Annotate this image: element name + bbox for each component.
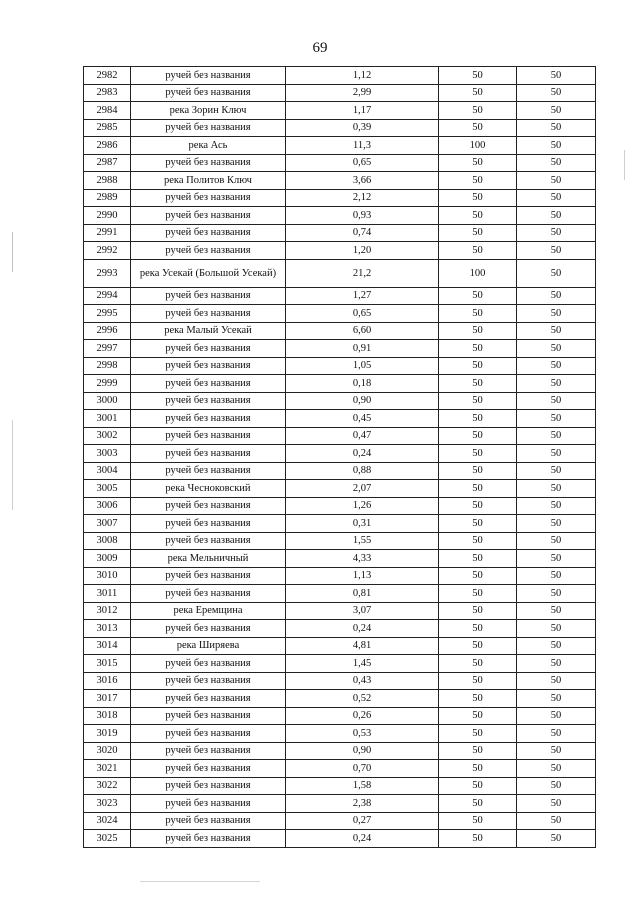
table-row [84,224,596,242]
protection-zone-width-cell: 50 [439,84,517,102]
row-number-cell: 3022 [84,777,131,795]
protection-zone-width-cell: 50 [439,812,517,830]
table-row [84,172,596,190]
row-number-cell: 3005 [84,480,131,498]
protection-zone-width-cell: 50 [439,637,517,655]
table-row [84,602,596,620]
row-number-cell: 3003 [84,445,131,463]
row-number-cell: 2998 [84,357,131,375]
protection-zone-width-cell: 50 [439,690,517,708]
protection-zone-width-cell: 50 [439,189,517,207]
protection-zone-width-cell: 50 [439,462,517,480]
protection-zone-width-cell: 50 [439,427,517,445]
row-number-cell: 3017 [84,690,131,708]
length-km-cell: 0,24 [286,445,439,463]
coastal-belt-width-cell: 50 [517,357,596,375]
coastal-belt-width-cell: 50 [517,760,596,778]
length-km-cell: 0,39 [286,119,439,137]
protection-zone-width-cell: 50 [439,742,517,760]
water-body-name-cell: ручей без названия [131,567,286,585]
row-number-cell: 2987 [84,154,131,172]
table-row [84,480,596,498]
length-km-cell: 2,99 [286,84,439,102]
coastal-belt-width-cell: 50 [517,375,596,393]
protection-zone-width-cell: 50 [439,305,517,323]
table-row [84,497,596,515]
table-row [84,550,596,568]
table-row [84,340,596,358]
water-body-name-cell: река Мельничный [131,550,286,568]
length-km-cell: 3,66 [286,172,439,190]
row-number-cell: 2986 [84,137,131,155]
water-body-name-cell: ручей без названия [131,462,286,480]
table-row [84,84,596,102]
protection-zone-width-cell: 50 [439,392,517,410]
coastal-belt-width-cell: 50 [517,207,596,225]
table-row [84,760,596,778]
coastal-belt-width-cell: 50 [517,392,596,410]
water-body-name-cell: ручей без названия [131,795,286,813]
protection-zone-width-cell: 50 [439,567,517,585]
protection-zone-width-cell: 50 [439,322,517,340]
length-km-cell: 3,07 [286,602,439,620]
length-km-cell: 0,70 [286,760,439,778]
water-body-name-cell: ручей без названия [131,224,286,242]
coastal-belt-width-cell: 50 [517,777,596,795]
protection-zone-width-cell: 50 [439,655,517,673]
row-number-cell: 3009 [84,550,131,568]
length-km-cell: 0,90 [286,392,439,410]
length-km-cell: 0,24 [286,830,439,848]
scan-artifact-bottom [140,881,260,882]
length-km-cell: 0,18 [286,375,439,393]
water-body-name-cell: река Чесноковский [131,480,286,498]
coastal-belt-width-cell: 50 [517,830,596,848]
length-km-cell: 0,43 [286,672,439,690]
protection-zone-width-cell: 50 [439,357,517,375]
coastal-belt-width-cell: 50 [517,119,596,137]
row-number-cell: 3019 [84,725,131,743]
length-km-cell: 0,26 [286,707,439,725]
length-km-cell: 0,91 [286,340,439,358]
row-number-cell: 2990 [84,207,131,225]
coastal-belt-width-cell: 50 [517,795,596,813]
row-number-cell: 3008 [84,532,131,550]
length-km-cell: 0,24 [286,620,439,638]
protection-zone-width-cell: 50 [439,497,517,515]
protection-zone-width-cell: 50 [439,760,517,778]
length-km-cell: 0,65 [286,305,439,323]
length-km-cell: 1,05 [286,357,439,375]
water-body-name-cell: ручей без названия [131,742,286,760]
row-number-cell: 2984 [84,102,131,120]
water-body-name-cell: река Ширяева [131,637,286,655]
protection-zone-width-cell: 50 [439,777,517,795]
table-row [84,585,596,603]
water-body-name-cell: ручей без названия [131,67,286,85]
coastal-belt-width-cell: 50 [517,102,596,120]
protection-zone-width-cell: 50 [439,224,517,242]
row-number-cell: 3023 [84,795,131,813]
table-row [84,322,596,340]
table-row [84,259,596,287]
coastal-belt-width-cell: 50 [517,707,596,725]
table-row [84,287,596,305]
water-body-name-cell: ручей без названия [131,427,286,445]
water-bodies-table [83,66,596,848]
length-km-cell: 6,60 [286,322,439,340]
coastal-belt-width-cell: 50 [517,602,596,620]
coastal-belt-width-cell: 50 [517,812,596,830]
row-number-cell: 2985 [84,119,131,137]
coastal-belt-width-cell: 50 [517,340,596,358]
protection-zone-width-cell: 50 [439,67,517,85]
table-row [84,189,596,207]
row-number-cell: 3012 [84,602,131,620]
row-number-cell: 3015 [84,655,131,673]
row-number-cell: 3011 [84,585,131,603]
coastal-belt-width-cell: 50 [517,742,596,760]
water-body-name-cell: ручей без названия [131,532,286,550]
length-km-cell: 1,20 [286,242,439,260]
water-body-name-cell: ручей без названия [131,242,286,260]
protection-zone-width-cell: 100 [439,259,517,287]
protection-zone-width-cell: 50 [439,102,517,120]
table-row [84,742,596,760]
protection-zone-width-cell: 50 [439,480,517,498]
protection-zone-width-cell: 50 [439,375,517,393]
table-row [84,462,596,480]
row-number-cell: 2997 [84,340,131,358]
water-body-name-cell: ручей без названия [131,340,286,358]
protection-zone-width-cell: 50 [439,154,517,172]
length-km-cell: 0,81 [286,585,439,603]
row-number-cell: 3000 [84,392,131,410]
table-row [84,567,596,585]
row-number-cell: 3018 [84,707,131,725]
protection-zone-width-cell: 100 [439,137,517,155]
protection-zone-width-cell: 50 [439,602,517,620]
coastal-belt-width-cell: 50 [517,259,596,287]
water-body-name-cell: река Малый Усекай [131,322,286,340]
water-body-name-cell: ручей без названия [131,760,286,778]
row-number-cell: 3001 [84,410,131,428]
water-body-name-cell: ручей без названия [131,655,286,673]
row-number-cell: 2996 [84,322,131,340]
protection-zone-width-cell: 50 [439,672,517,690]
row-number-cell: 3002 [84,427,131,445]
table-row [84,515,596,533]
coastal-belt-width-cell: 50 [517,445,596,463]
protection-zone-width-cell: 50 [439,207,517,225]
protection-zone-width-cell: 50 [439,620,517,638]
coastal-belt-width-cell: 50 [517,550,596,568]
row-number-cell: 2991 [84,224,131,242]
protection-zone-width-cell: 50 [439,532,517,550]
protection-zone-width-cell: 50 [439,550,517,568]
table-row [84,154,596,172]
water-body-name-cell: ручей без названия [131,777,286,795]
length-km-cell: 1,27 [286,287,439,305]
table-row [84,392,596,410]
table-row [84,812,596,830]
protection-zone-width-cell: 50 [439,795,517,813]
table-row [84,620,596,638]
water-body-name-cell: ручей без названия [131,585,286,603]
length-km-cell: 0,27 [286,812,439,830]
row-number-cell: 2988 [84,172,131,190]
protection-zone-width-cell: 50 [439,725,517,743]
length-km-cell: 0,88 [286,462,439,480]
row-number-cell: 3024 [84,812,131,830]
length-km-cell: 0,93 [286,207,439,225]
water-body-name-cell: ручей без названия [131,830,286,848]
row-number-cell: 3021 [84,760,131,778]
protection-zone-width-cell: 50 [439,242,517,260]
coastal-belt-width-cell: 50 [517,637,596,655]
row-number-cell: 2989 [84,189,131,207]
water-body-name-cell: ручей без названия [131,445,286,463]
coastal-belt-width-cell: 50 [517,532,596,550]
coastal-belt-width-cell: 50 [517,172,596,190]
coastal-belt-width-cell: 50 [517,462,596,480]
coastal-belt-width-cell: 50 [517,620,596,638]
coastal-belt-width-cell: 50 [517,567,596,585]
table-row [84,725,596,743]
table-row [84,445,596,463]
scan-artifact-left [12,232,13,272]
table-row [84,67,596,85]
table-row [84,207,596,225]
table-row [84,137,596,155]
row-number-cell: 3016 [84,672,131,690]
water-body-name-cell: ручей без названия [131,305,286,323]
length-km-cell: 21,2 [286,259,439,287]
coastal-belt-width-cell: 50 [517,672,596,690]
coastal-belt-width-cell: 50 [517,585,596,603]
row-number-cell: 3007 [84,515,131,533]
coastal-belt-width-cell: 50 [517,242,596,260]
protection-zone-width-cell: 50 [439,515,517,533]
row-number-cell: 2994 [84,287,131,305]
table-row [84,672,596,690]
table-row [84,375,596,393]
length-km-cell: 1,12 [286,67,439,85]
coastal-belt-width-cell: 50 [517,305,596,323]
table-row [84,242,596,260]
protection-zone-width-cell: 50 [439,410,517,428]
water-body-name-cell: ручей без названия [131,189,286,207]
protection-zone-width-cell: 50 [439,707,517,725]
water-body-name-cell: ручей без названия [131,84,286,102]
coastal-belt-width-cell: 50 [517,480,596,498]
water-body-name-cell: ручей без названия [131,620,286,638]
coastal-belt-width-cell: 50 [517,655,596,673]
protection-zone-width-cell: 50 [439,172,517,190]
length-km-cell: 0,65 [286,154,439,172]
length-km-cell: 1,26 [286,497,439,515]
length-km-cell: 2,07 [286,480,439,498]
coastal-belt-width-cell: 50 [517,427,596,445]
water-body-name-cell: ручей без названия [131,392,286,410]
coastal-belt-width-cell: 50 [517,322,596,340]
coastal-belt-width-cell: 50 [517,137,596,155]
row-number-cell: 3010 [84,567,131,585]
length-km-cell: 0,31 [286,515,439,533]
row-number-cell: 2983 [84,84,131,102]
protection-zone-width-cell: 50 [439,585,517,603]
table-row [84,707,596,725]
length-km-cell: 1,58 [286,777,439,795]
water-body-name-cell: ручей без названия [131,497,286,515]
water-body-name-cell: ручей без названия [131,410,286,428]
coastal-belt-width-cell: 50 [517,224,596,242]
row-number-cell: 3020 [84,742,131,760]
scan-artifact-left-lower [12,420,13,510]
water-body-name-cell: ручей без названия [131,154,286,172]
row-number-cell: 3004 [84,462,131,480]
table-row [84,427,596,445]
table-body [84,67,596,848]
water-body-name-cell: ручей без названия [131,812,286,830]
water-body-name-cell: ручей без названия [131,375,286,393]
water-body-name-cell: река Усекай (Большой Усекай) [131,259,286,287]
table-row [84,102,596,120]
table-row [84,357,596,375]
row-number-cell: 2999 [84,375,131,393]
table-row [84,830,596,848]
length-km-cell: 0,74 [286,224,439,242]
water-body-name-cell: река Зорин Ключ [131,102,286,120]
length-km-cell: 2,12 [286,189,439,207]
row-number-cell: 2992 [84,242,131,260]
protection-zone-width-cell: 50 [439,830,517,848]
protection-zone-width-cell: 50 [439,287,517,305]
length-km-cell: 11,3 [286,137,439,155]
row-number-cell: 3025 [84,830,131,848]
table-row [84,690,596,708]
length-km-cell: 1,55 [286,532,439,550]
water-body-name-cell: ручей без названия [131,707,286,725]
coastal-belt-width-cell: 50 [517,690,596,708]
length-km-cell: 0,45 [286,410,439,428]
coastal-belt-width-cell: 50 [517,410,596,428]
scan-artifact-right [624,150,625,180]
length-km-cell: 4,81 [286,637,439,655]
water-body-name-cell: ручей без названия [131,515,286,533]
water-body-name-cell: река Политов Ключ [131,172,286,190]
row-number-cell: 2995 [84,305,131,323]
water-body-name-cell: ручей без названия [131,690,286,708]
table-row [84,637,596,655]
protection-zone-width-cell: 50 [439,445,517,463]
coastal-belt-width-cell: 50 [517,515,596,533]
table-row [84,795,596,813]
row-number-cell: 3014 [84,637,131,655]
length-km-cell: 0,52 [286,690,439,708]
water-body-name-cell: ручей без названия [131,672,286,690]
table-row [84,655,596,673]
water-body-name-cell: ручей без названия [131,357,286,375]
length-km-cell: 4,33 [286,550,439,568]
coastal-belt-width-cell: 50 [517,189,596,207]
length-km-cell: 0,53 [286,725,439,743]
water-body-name-cell: ручей без названия [131,287,286,305]
protection-zone-width-cell: 50 [439,340,517,358]
coastal-belt-width-cell: 50 [517,154,596,172]
table-row [84,305,596,323]
coastal-belt-width-cell: 50 [517,84,596,102]
water-body-name-cell: река Еремщина [131,602,286,620]
table-row [84,410,596,428]
row-number-cell: 2982 [84,67,131,85]
length-km-cell: 1,13 [286,567,439,585]
row-number-cell: 2993 [84,259,131,287]
water-body-name-cell: река Ась [131,137,286,155]
row-number-cell: 3006 [84,497,131,515]
length-km-cell: 1,45 [286,655,439,673]
protection-zone-width-cell: 50 [439,119,517,137]
coastal-belt-width-cell: 50 [517,287,596,305]
water-body-name-cell: ручей без названия [131,725,286,743]
row-number-cell: 3013 [84,620,131,638]
coastal-belt-width-cell: 50 [517,725,596,743]
length-km-cell: 0,90 [286,742,439,760]
table-row [84,119,596,137]
water-body-name-cell: ручей без названия [131,207,286,225]
coastal-belt-width-cell: 50 [517,497,596,515]
table-row [84,532,596,550]
table-row [84,777,596,795]
length-km-cell: 1,17 [286,102,439,120]
coastal-belt-width-cell: 50 [517,67,596,85]
page-number: 69 [312,40,328,56]
length-km-cell: 2,38 [286,795,439,813]
length-km-cell: 0,47 [286,427,439,445]
water-body-name-cell: ручей без названия [131,119,286,137]
